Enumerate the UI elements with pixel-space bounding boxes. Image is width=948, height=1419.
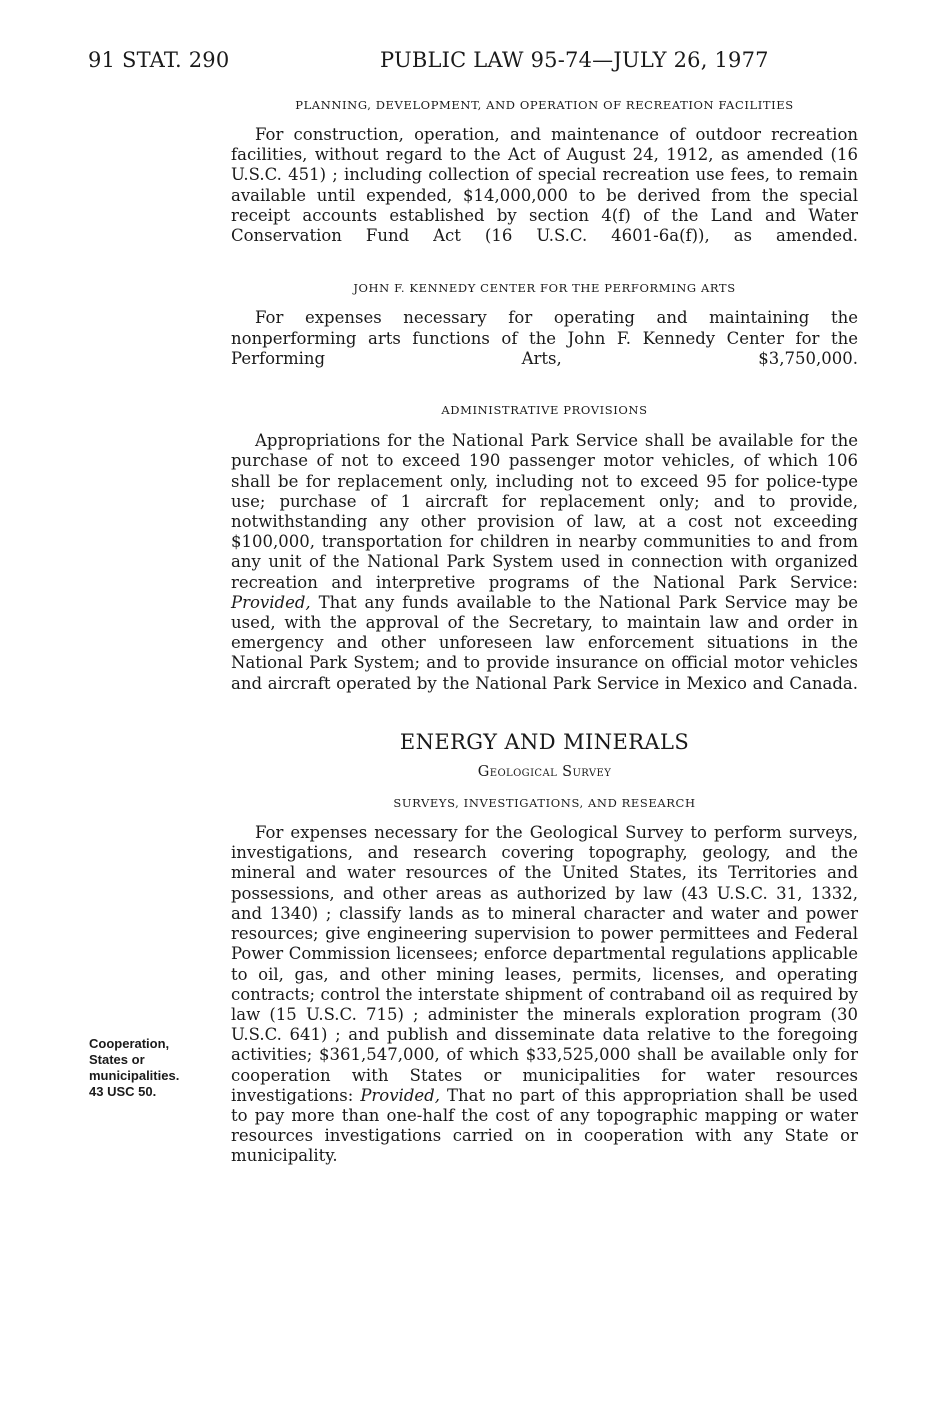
section-heading-surveys: SURVEYS, INVESTIGATIONS, AND RESEARCH: [393, 796, 696, 811]
paragraph-planning: For construction, operation, and maintenance of outdoor recreation facilities, without regard to the Act of August 24, 1912, as amended (16 U.S.C. 451) ; including collection of special recreation use fees, to remain available until expended, $14,000,000 to be derived from the special receipt accounts established by section 4(f) of the Land and Water Conservation Fund Act (16 U.S.C. 4601-6a(f)), as amended.: [231, 125, 858, 246]
margin-note-line: 43 USC 50.: [89, 1084, 157, 1099]
admin-text-after: That any funds available to the National Park Service may be used, with the approval of the Secretary, to maintain law and order in emergency and other unforeseen law enforcement situations in the National Park System; and to provide insurance on official motor vehicles and aircraft operated by the National Park Service in Mexico and Canada.: [231, 592, 859, 693]
margin-note-line: municipalities.: [89, 1068, 180, 1083]
section-heading-planning: PLANNING, DEVELOPMENT, AND OPERATION OF RECREATION FACILITIES: [295, 98, 794, 112]
surveys-text-before: For expenses necessary for the Geological Survey to perform surveys, investigations, and research covering topography, geology, and the mineral and water resources of the United States, its Territories and possessions, and other areas as authorized by law (43 U.S.C. 31, 1332, and 1340) ; classify lands as to mineral character and water and power resources; give engineering supervision to power permittees and Federal Power Commission licensees; enforce departmental regulations applicable to oil, gas, and other mining leases, permits, licenses, and operating contracts; control the interstate shipment of contraband oil as required by law (15 U.S.C. 715) ; administer the minerals exploration program (30 U.S.C. 641) ; and publish and disseminate data relative to the foregoing activities; $361,547,000, of which $33,525,000 shall be available only for cooperation with States or municipalities for water resources investigations:: [231, 823, 858, 1105]
section-heading-admin: ADMINISTRATIVE PROVISIONS: [441, 403, 648, 418]
statute-page-number: 91 STAT. 290: [88, 48, 230, 72]
main-text: [231, 98, 858, 1167]
paragraph-admin: [231, 431, 858, 714]
page-header: [0, 36, 948, 76]
admin-text-before: Appropriations for the National Park Service shall be available for the purchase of not to exceed 190 passenger motor vehicles, of which 106 shall be for replacement only, including not to exceed 95 for police-type use; purchase of 1 aircraft for replacement only; and to provide, notwithstanding any other provision of law, at a cost not exceeding $100,000, transportation for children in nearby communities to and from any unit of the National Park System used in connection with organized recreation and interpretive programs of the National Park Service:: [231, 431, 858, 592]
paragraph-kennedy: For expenses necessary for operating and maintaining the nonperforming arts functions of the John F. Kennedy Center for the Performing Arts, $3,750,000.: [231, 308, 858, 368]
section-heading-kennedy: JOHN F. KENNEDY CENTER FOR THE PERFORMING ARTS: [353, 281, 736, 296]
paragraph-surveys: [231, 823, 858, 1166]
margin-note-line: Cooperation,: [89, 1036, 170, 1051]
margin-note-cooperation: [89, 1036, 219, 1100]
title-energy-minerals: ENERGY AND MINERALS: [399, 730, 690, 755]
subtitle-geological-survey: Geological Survey: [477, 764, 612, 781]
public-law-title: PUBLIC LAW 95-74—JULY 26, 1977: [380, 48, 769, 72]
surveys-provided: Provided,: [360, 1085, 440, 1105]
surveys-text-after: That no part of this appropriation shall be used to pay more than one-half the cost of any topographic mapping or water resources investigations carried on in cooperation with any State or municipality.: [231, 1085, 858, 1166]
margin-note-line: States or: [89, 1052, 145, 1067]
admin-provided: Provided,: [231, 592, 311, 612]
